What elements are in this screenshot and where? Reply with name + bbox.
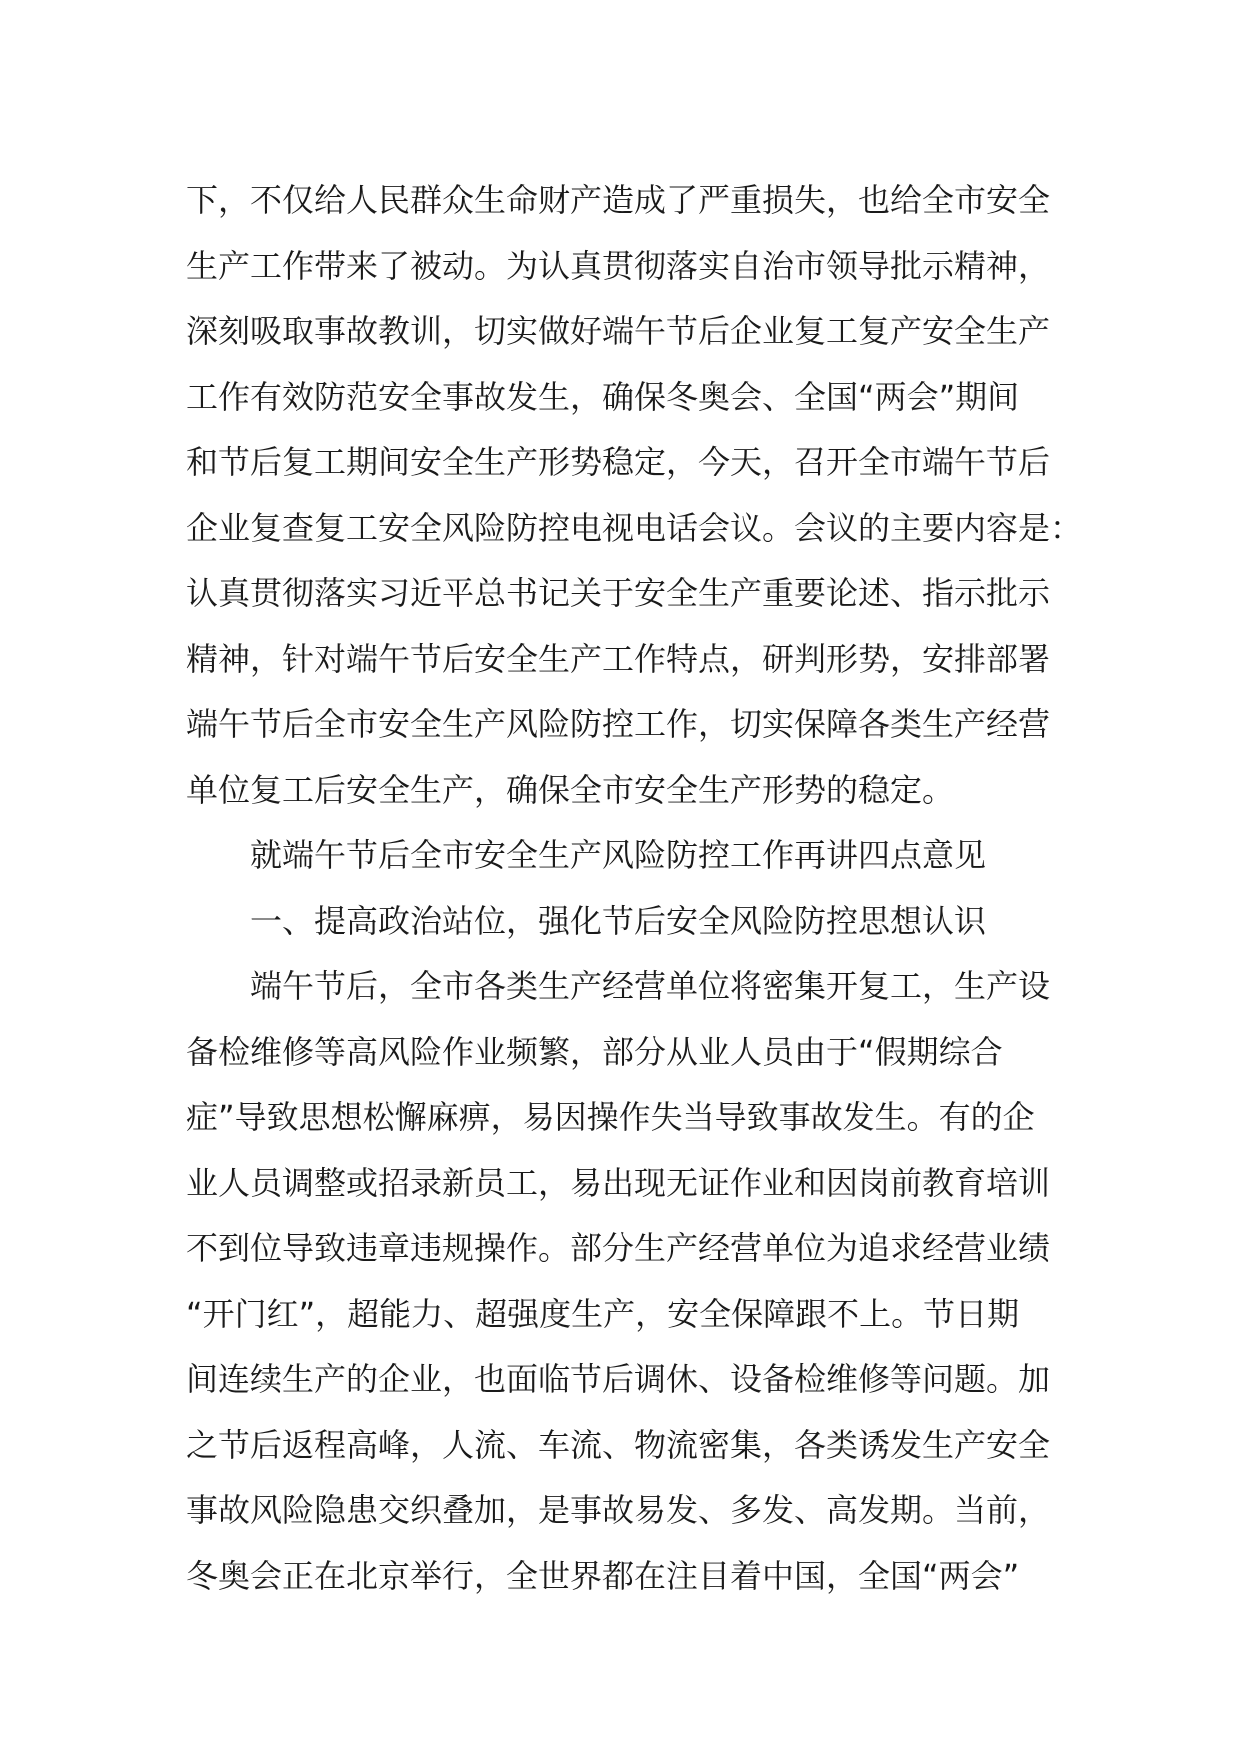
text-line: 就端午节后全市安全生产风险防控工作再讲四点意见 <box>250 836 987 874</box>
text-line: 一、提高政治站位，强化节后安全风险防控思想认识 <box>250 901 987 940</box>
text-line: 症”导致思想松懈麻痹，易因操作失当导致事故发生。有的企 <box>186 1098 1035 1136</box>
text-line: 企业复查复工安全风险防控电视电话会议。会议的主要内容是： <box>186 508 1083 547</box>
text-line: 精神，针对端午节后安全生产工作特点，研判形势，安排部署 <box>186 639 1051 678</box>
document-body <box>186 168 1086 1609</box>
text-line: 不到位导致违章违规操作。部分生产经营单位为追求经营业绩 <box>186 1229 1051 1267</box>
text-line: 间连续生产的企业，也面临节后调休、设备检维修等问题。加 <box>186 1360 1051 1398</box>
text-line: “开门红”，超能力、超强度生产，安全保障跟不上。节日期 <box>186 1294 1020 1333</box>
text-line: 备检维修等高风险作业频繁，部分从业人员由于“假期综合 <box>186 1032 1003 1071</box>
text-line: 冬奥会正在北京举行，全世界都在注目着中国，全国“两会” <box>186 1556 1020 1595</box>
text-line: 端午节后，全市各类生产经营单位将密集开复工，生产设 <box>250 967 1051 1005</box>
text-line: 业人员调整或招录新员工，易出现无证作业和因岗前教育培训 <box>186 1163 1051 1202</box>
text-line: 下，不仅给人民群众生命财产造成了严重损失，也给全市安全 <box>186 181 1051 219</box>
text-line: 认真贯彻落实习近平总书记关于安全生产重要论述、指示批示 <box>186 574 1051 612</box>
text-line: 深刻吸取事故教训，切实做好端午节后企业复工复产安全生产 <box>186 312 1051 350</box>
text-line: 端午节后全市安全生产风险防控工作，切实保障各类生产经营 <box>186 705 1051 743</box>
text-line: 之节后返程高峰，人流、车流、物流密集，各类诱发生产安全 <box>186 1425 1051 1464</box>
text-line: 工作有效防范安全事故发生，确保冬奥会、全国“两会”期间 <box>186 377 1020 416</box>
text-line: 和节后复工期间安全生产形势稳定，今天，召开全市端午节后 <box>186 443 1051 481</box>
text-line: 单位复工后安全生产，确保全市安全生产形势的稳定。 <box>186 770 955 809</box>
text-line: 事故风险隐患交织叠加，是事故易发、多发、高发期。当前， <box>186 1491 1051 1529</box>
text-line: 生产工作带来了被动。为认真贯彻落实自治市领导批示精神， <box>186 246 1051 285</box>
